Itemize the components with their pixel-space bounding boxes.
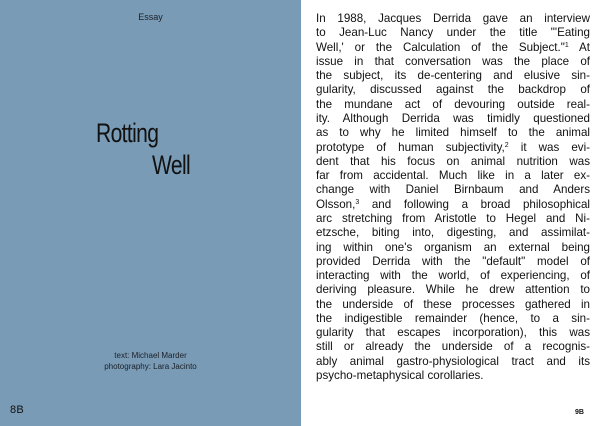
body-line-text: deriving pleasure. While he drew attention to — [316, 283, 590, 297]
body-line — [316, 226, 590, 240]
body-line — [316, 283, 590, 297]
body-line — [316, 183, 590, 197]
right-page — [301, 0, 600, 426]
body-line-text: dent that his focus on animal nutrition was — [316, 154, 590, 168]
body-line-continuation: and following a broad philosophical — [359, 197, 590, 211]
credits — [0, 350, 301, 372]
body-line — [316, 126, 590, 140]
body-line — [316, 241, 590, 255]
body-line — [316, 255, 590, 269]
footnote-marker: 3 — [355, 198, 360, 206]
body-line-text: Well,' or the Calculation of the Subject." — [316, 40, 565, 54]
body-line-text: to Jean-Luc Nancy under the title "'Eating — [316, 26, 590, 40]
body-line — [316, 69, 590, 83]
body-line-text: interacting with the world, of experiencing, of — [316, 269, 590, 283]
body-line — [316, 83, 590, 97]
article-title-line-2: Well — [152, 150, 191, 180]
body-line-continuation: At — [568, 40, 590, 54]
body-line-text: provided Derrida with the "default" model of — [316, 254, 590, 268]
body-line — [316, 98, 590, 112]
body-line — [316, 26, 590, 40]
text-credit: text: Michael Marder — [114, 351, 187, 360]
footnote-marker: 2 — [504, 141, 509, 149]
page-number-right: 9B — [575, 409, 584, 416]
body-line — [316, 169, 590, 183]
body-line — [316, 41, 590, 55]
body-line — [316, 198, 590, 212]
body-line — [316, 155, 590, 169]
body-line-text: the indigestible remainder (hence, to a sin- — [316, 311, 590, 325]
page-number-left: 8B — [10, 404, 25, 416]
body-line — [316, 312, 590, 326]
body-line-text: far from accidental. Much like in a later ex- — [316, 169, 590, 183]
body-line — [316, 55, 590, 69]
body-line — [316, 269, 590, 283]
body-line-text: Olsson, — [316, 197, 356, 211]
body-line — [316, 141, 590, 155]
body-line-text: gularity that escapes incorporation), this was — [316, 326, 590, 340]
body-line-text: still or already the underside of a recognis- — [316, 340, 590, 354]
photo-credit: photography: Lara Jacinto — [104, 362, 197, 371]
body-line — [316, 112, 590, 126]
footnote-marker: 1 — [564, 41, 569, 49]
body-line-text: the subject, its de-centering and elusive sin- — [316, 69, 590, 83]
body-line-text: prototype of human subjectivity, — [316, 140, 505, 154]
body-line-text: as to why he limited himself to the animal — [316, 126, 590, 140]
body-line-text: ably animal gastro-physiological tract and its — [316, 354, 590, 368]
body-line — [316, 326, 590, 340]
body-line-text: gularity, discussed against the backdrop of — [316, 83, 590, 97]
body-line-text: ing within one's organism an external being — [316, 240, 590, 254]
body-line — [316, 12, 590, 26]
section-label: Essay — [138, 12, 163, 22]
body-line — [316, 298, 590, 312]
body-line — [316, 355, 590, 369]
article-body — [316, 12, 590, 383]
body-line-text: In 1988, Jacques Derrida gave an interview — [316, 12, 590, 25]
body-line-text: psycho-metaphysical corollaries. — [316, 369, 484, 383]
body-line-continuation: it was evi- — [508, 140, 591, 154]
article-title-line-1: Rotting — [96, 118, 159, 148]
body-line — [316, 212, 590, 226]
body-line — [316, 369, 590, 383]
body-line-text: issue in that conversation was the place of — [316, 54, 590, 68]
body-line-text: the underside of these processes gathered in — [316, 297, 590, 311]
body-line-text: arc stretching from Aristotle to Hegel and Ni- — [316, 211, 590, 225]
body-line-text: etzsche, biting into, digesting, and assimilat- — [316, 226, 590, 240]
body-line-text: the mundane act of devouring outside real- — [316, 97, 590, 111]
body-line — [316, 340, 590, 354]
body-line-text: ity. Although Derrida was timidly questioned — [316, 111, 590, 125]
body-line-text: change with Daniel Birnbaum and Anders — [316, 183, 590, 197]
